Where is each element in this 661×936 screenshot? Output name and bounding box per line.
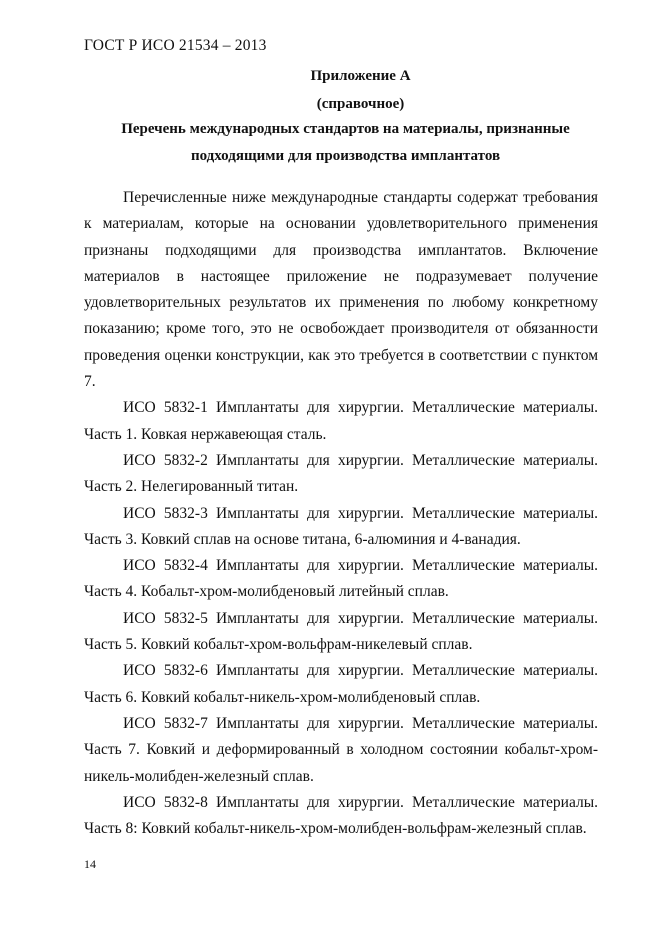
- annex-title: Приложение А: [310, 68, 411, 84]
- standard-item: ИСО 5832-4 Имплантаты для хирургии. Металлические материалы. Часть 4. Кобальт-хром-молибденовый литейный сплав.: [84, 557, 598, 601]
- page-number: 14: [84, 857, 96, 871]
- standard-item: ИСО 5832-8 Имплантаты для хирургии. Металлические материалы. Часть 8: Ковкий кобальт-никель-хром-молибден-вольфрам-железный сплав.: [84, 793, 598, 838]
- annex-heading-line-2: подходящими для производства имплантатов: [190, 148, 501, 164]
- annex-heading-line-1: Перечень международных стандартов на материалы, признанные: [121, 121, 570, 137]
- document-body: [84, 185, 598, 842]
- document-header: ГОСТ Р ИСО 21534 – 2013: [84, 37, 267, 54]
- standard-item: ИСО 5832-3 Имплантаты для хирургии. Металлические материалы. Часть 3. Ковкий сплав на основе титана, 6-алюминия и 4-ванадия.: [84, 504, 598, 548]
- standard-item: ИСО 5832-6 Имплантаты для хирургии. Металлические материалы. Часть 6. Ковкий кобальт-никель-хром-молибденовый сплав.: [84, 662, 598, 706]
- standard-item: ИСО 5832-1 Имплантаты для хирургии. Металлические материалы. Часть 1. Ковкая нержавеющая сталь.: [84, 399, 598, 443]
- annex-type: (справочное): [316, 96, 405, 112]
- intro-paragraph: Перечисленные ниже международные стандарты содержат требования к материалам, которые на основании удовлетворительного применения признаны подходящими для производства имплантатов. Включение материалов в настоящее приложение не подразумевает получение удовлетворительных результатов их применения по любому конкретному показанию; кроме того, это не освобождает производителя от обязанности проведения оценки конструкции, как это требуется в соответствии с пунктом 7.: [84, 189, 598, 391]
- standard-item: ИСО 5832-5 Имплантаты для хирургии. Металлические материалы. Часть 5. Ковкий кобальт-хром-вольфрам-никелевый сплав.: [84, 609, 598, 654]
- standard-item: ИСО 5832-2 Имплантаты для хирургии. Металлические материалы. Часть 2. Нелегированный титан.: [84, 451, 598, 496]
- standard-item: ИСО 5832-7 Имплантаты для хирургии. Металлические материалы. Часть 7. Ковкий и деформированный в холодном состоянии кобальт-хром-никель-молибден-железный сплав.: [84, 714, 598, 785]
